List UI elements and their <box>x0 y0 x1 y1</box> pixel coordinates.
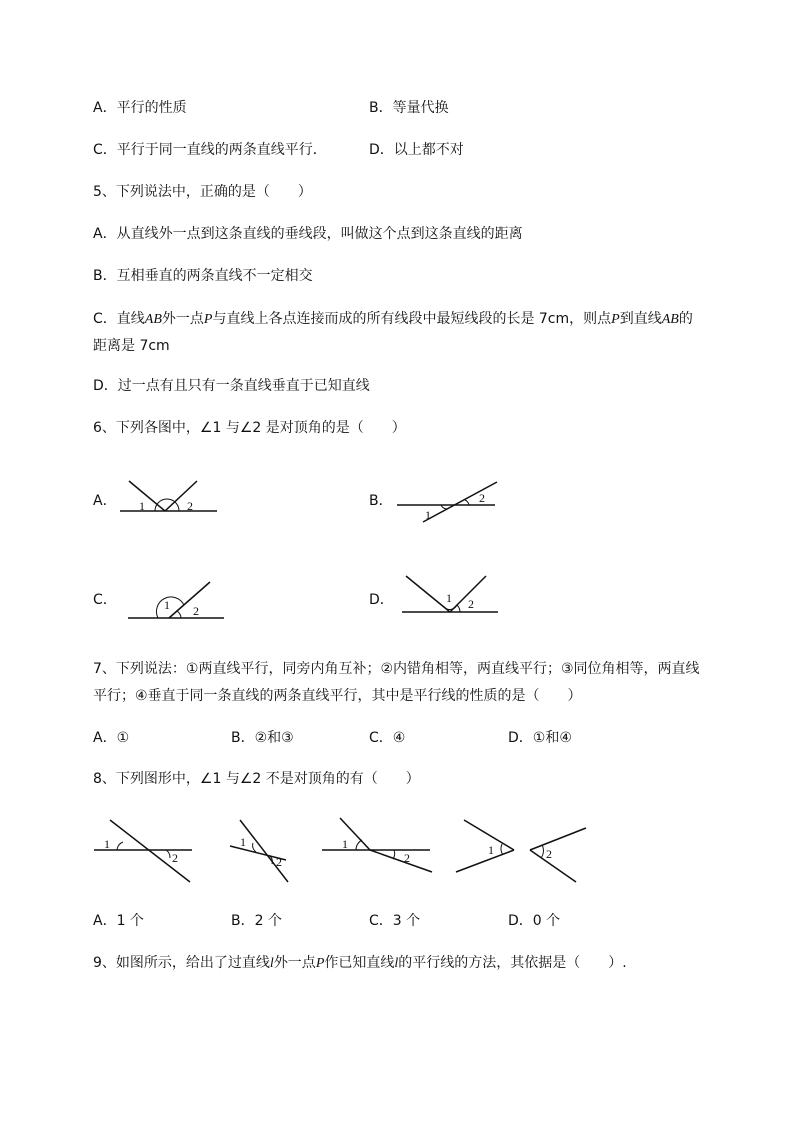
angle-1-label: 1 <box>488 843 494 857</box>
q6-label-c: C． <box>93 592 117 608</box>
q8-option-b: B．2 个 <box>231 913 282 929</box>
q8-stem: 8、下列图形中，∠1 与∠2 不是对顶角的有（ ） <box>93 771 420 787</box>
angle-1-label: 1 <box>240 835 246 849</box>
q9-stem: 9、如图所示，给出了过直线l外一点P作已知直线l的平行线的方法，其依据是（ ）. <box>93 955 627 971</box>
angle-2-label: 2 <box>479 491 485 505</box>
q5-option-d: D．过一点有且只有一条直线垂直于已知直线 <box>93 378 370 394</box>
q4-option-b: B．等量代换 <box>369 100 449 116</box>
q5-option-c-line2: 距离是 7cm <box>93 338 170 354</box>
q5-option-a: A．从直线外一点到这条直线的垂线段，叫做这个点到这条直线的距离 <box>93 226 523 242</box>
q8-figure-4 <box>450 812 590 888</box>
q6-label-a: A． <box>93 493 117 509</box>
angle-1-label: 1 <box>342 837 348 851</box>
q8-figure-1 <box>90 812 200 888</box>
angle-2-label: 2 <box>276 855 282 869</box>
q7-option-d: D．①和④ <box>508 730 572 746</box>
q7-stem-line1: 7、下列说法：①两直线平行，同旁内角互补；②内错角相等，两直线平行；③同位角相等，两直线 <box>93 661 700 677</box>
q5-option-b: B．互相垂直的两条直线不一定相交 <box>93 268 313 284</box>
angle-2-label: 2 <box>187 499 193 513</box>
q5-stem: 5、下列说法中，正确的是（ ） <box>93 184 312 200</box>
q4-option-c: C．平行于同一直线的两条直线平行． <box>93 142 327 158</box>
angle-1-label: 1 <box>139 499 145 513</box>
q6-figure-d <box>398 571 502 617</box>
angle-1-label: 1 <box>446 591 452 605</box>
q5-option-c: C．直线AB外一点P与直线上各点连接而成的所有线段中最短线段的长是 7cm，则点P到直线AB的 <box>93 311 693 327</box>
q6-figure-a <box>115 476 225 520</box>
q4-option-a: A．平行的性质 <box>93 100 187 116</box>
angle-2-label: 2 <box>404 851 410 865</box>
q8-figure-3 <box>318 812 438 888</box>
q7-option-b: B．②和③ <box>231 730 294 746</box>
q7-option-c: C．④ <box>369 730 406 746</box>
q6-stem: 6、下列各图中，∠1 与∠2 是对顶角的是（ ） <box>93 420 406 436</box>
var-p: P <box>611 312 620 327</box>
q8-option-d: D．0 个 <box>508 913 561 929</box>
var-p: P <box>315 956 325 971</box>
q6-figure-b <box>393 478 503 524</box>
angle-1-label: 1 <box>425 508 431 522</box>
angle-2-label: 2 <box>546 847 552 861</box>
var-l: l <box>269 956 274 971</box>
var-p: P <box>203 312 213 327</box>
q6-figure-c <box>124 579 228 623</box>
var-ab: AB <box>661 312 679 327</box>
angle-1-label: 1 <box>104 837 110 851</box>
angle-2-label: 2 <box>172 851 178 865</box>
q6-label-d: D． <box>369 592 394 608</box>
q8-option-a: A．1 个 <box>93 913 144 929</box>
q6-label-b: B． <box>369 493 393 509</box>
q4-option-d: D．以上都不对 <box>369 142 464 158</box>
q8-option-c: C．3 个 <box>369 913 421 929</box>
q7-option-a: A．① <box>93 730 130 746</box>
q7-stem-line2: 平行；④垂直于同一条直线的两条直线平行，其中是平行线的性质的是（ ） <box>93 688 582 704</box>
var-l: l <box>394 956 399 971</box>
angle-2-label: 2 <box>193 604 199 618</box>
q8-figure-2 <box>226 812 302 888</box>
angle-1-label: 1 <box>164 598 170 612</box>
angle-2-label: 2 <box>468 597 474 611</box>
var-ab: AB <box>144 312 162 327</box>
